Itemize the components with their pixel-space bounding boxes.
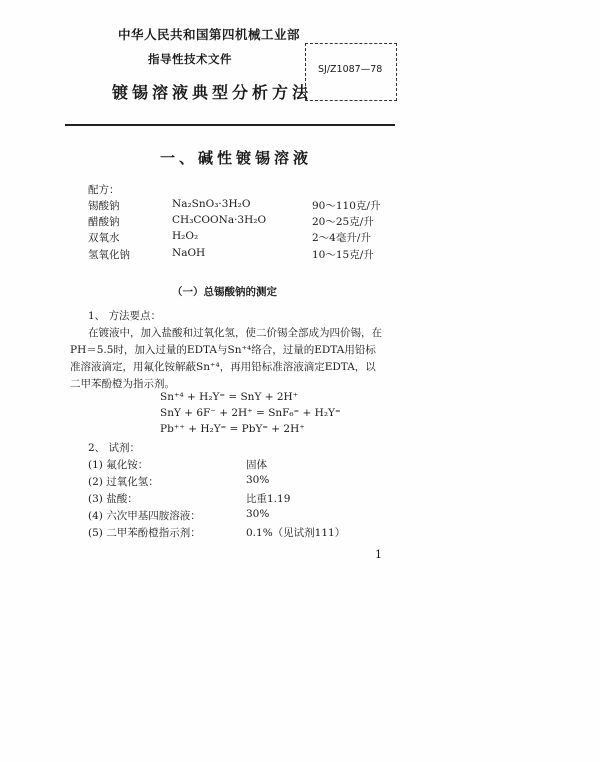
- recipe-amount: 10～15克/升: [312, 249, 374, 261]
- reagent-value: 0.1%（见试剂111）: [246, 527, 346, 539]
- section-title: 一、碱性镀锡溶液: [160, 149, 313, 167]
- recipe-name: 醋酸钠: [88, 216, 120, 228]
- paragraph-line: 二甲苯酚橙为指示剂。: [70, 378, 175, 390]
- recipe-label: 配方：: [88, 184, 120, 196]
- reagents-heading: 2、 试剂：: [88, 442, 141, 454]
- recipe-formula: CH₃COONa·3H₂O: [172, 214, 267, 226]
- recipe-name: 氢氧化钠: [88, 249, 130, 261]
- recipe-name: 双氧水: [88, 232, 120, 244]
- paragraph-line: 在镀液中，加入盐酸和过氧化氢，使二价锡全部成为四价锡，在: [88, 327, 382, 339]
- recipe-amount: 2～4毫升/升: [312, 232, 371, 244]
- organization-name: 中华人民共和国第四机械工业部: [118, 27, 301, 42]
- page-number: 1: [375, 548, 382, 561]
- recipe-name: 锡酸钠: [88, 200, 120, 212]
- reagent-value: 固体: [246, 459, 267, 471]
- equation: Pb⁺⁺ + H₂Y⁼ = PbY⁼ + 2H⁺: [160, 423, 305, 435]
- document-type: 指导性技术文件: [148, 52, 232, 66]
- recipe-amount: 20～25克/升: [312, 216, 374, 228]
- reagent-label: (4) 六次甲基四胺溶液：: [88, 510, 201, 522]
- subsection-title: （一）总锡酸钠的测定: [172, 286, 277, 298]
- recipe-amount: 90～110克/升: [312, 200, 381, 212]
- recipe-formula: Na₂SnO₃·3H₂O: [172, 198, 251, 210]
- reagent-label: (2) 过氧化氢：: [88, 476, 159, 488]
- reagent-label: (1) 氟化铵：: [88, 459, 149, 471]
- reagent-label: (3) 盐酸：: [88, 493, 138, 505]
- standard-number: SJ/Z1087—78: [318, 64, 383, 75]
- method-heading: 1、 方法要点：: [88, 310, 162, 322]
- recipe-formula: H₂O₂: [172, 230, 199, 242]
- document-title: 镀锡溶液典型分析方法: [112, 83, 313, 102]
- reagent-value: 30%: [246, 508, 270, 520]
- equation: Sn⁺⁴ + H₂Y⁼ = SnY + 2H⁺: [160, 391, 299, 403]
- paragraph-line: PH＝5.5时，加入过量的EDTA与Sn⁺⁴络合，过量的EDTA用铅标: [70, 344, 376, 356]
- reagent-value: 比重1.19: [246, 493, 291, 505]
- reagent-value: 30%: [246, 474, 270, 486]
- reagent-label: (5) 二甲苯酚橙指示剂：: [88, 527, 201, 539]
- equation: SnY + 6F⁻ + 2H⁺ = SnF₆⁼ + H₂Y⁼: [160, 407, 341, 419]
- header-divider: [65, 124, 395, 126]
- paragraph-line: 准溶液滴定，用氟化铵解蔽Sn⁺⁴，再用铅标准溶液滴定EDTA，以: [70, 361, 376, 373]
- recipe-formula: NaOH: [172, 247, 206, 259]
